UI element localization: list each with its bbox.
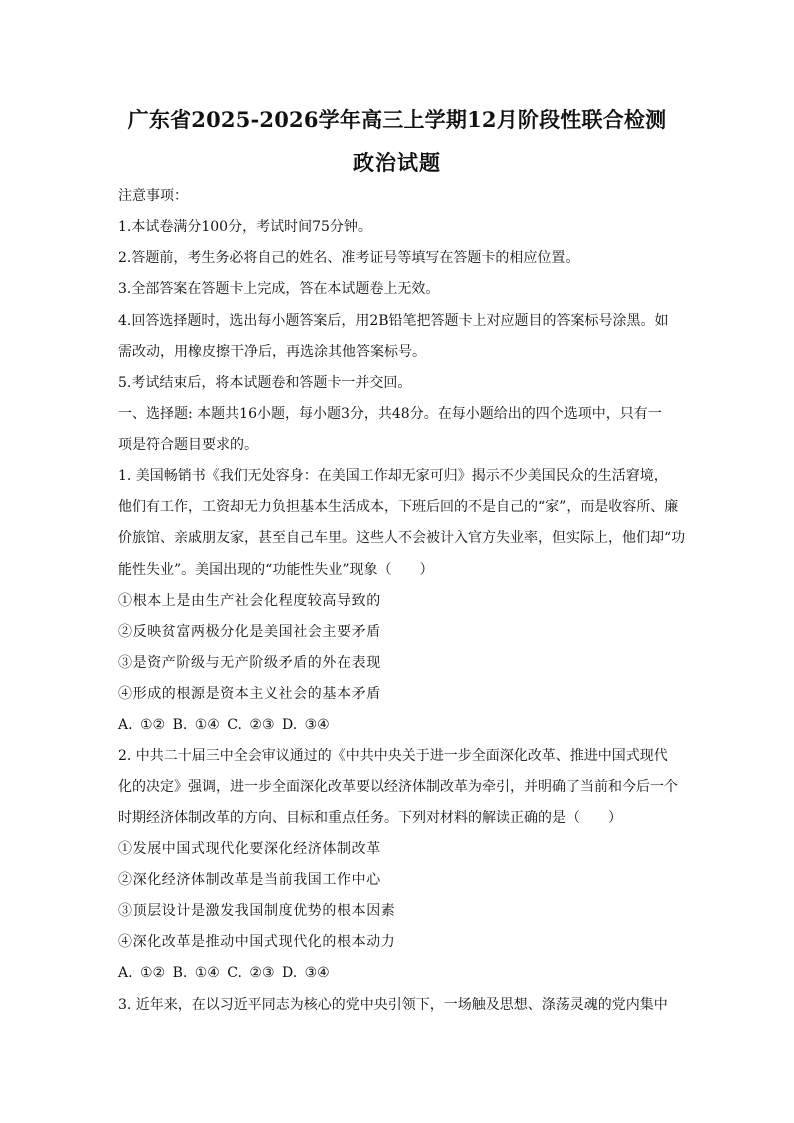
notes-item-4-line-1: 4.回答选择题时，选出每小题答案后，用2B铅笔把答题卡上对应题目的答案标号涂黑。如 <box>118 313 669 329</box>
question-2-option-3: ③顶层设计是激发我国制度优势的根本因素 <box>118 903 396 919</box>
question-1-line-2: 他们有工作，工资却无力负担基本生活成本，下班后回的不是自己的“家”，而是收容所、廉 <box>118 499 679 515</box>
section-heading-line-2: 项是符合题目要求的。 <box>118 437 258 453</box>
question-1-option-4: ④形成的根源是资本主义社会的基本矛盾 <box>118 686 381 702</box>
question-1-answers: A. ①② B. ①④ C. ②③ D. ③④ <box>118 717 330 733</box>
page-subtitle: 政治试题 <box>353 150 441 175</box>
question-1-line-4: 能性失业”。美国出现的“功能性失业”现象（ ） <box>118 562 434 578</box>
notes-item-4-line-2: 需改动，用橡皮擦干净后，再选涂其他答案标号。 <box>118 344 426 360</box>
question-1-option-2: ②反映贫富两极分化是美国社会主要矛盾 <box>118 624 381 640</box>
question-2-answers: A. ①② B. ①④ C. ②③ D. ③④ <box>118 965 330 981</box>
question-2-line-1: 2. 中共二十届三中全会审议通过的《中共中央关于进一步全面深化改革、推进中国式现代 <box>118 748 668 764</box>
question-2-line-2: 化的决定》强调，进一步全面深化改革要以经济体制改革为牵引，并明确了当前和今后一个 <box>118 779 678 795</box>
question-3-line-1: 3. 近年来，在以习近平同志为核心的党中央引领下，一场触及思想、涤荡灵魂的党内集中 <box>118 997 668 1013</box>
section-heading-line-1: 一、选择题: 本题共16小题，每小题3分，共48分。在每小题给出的四个选项中，只有一 <box>118 406 662 422</box>
notes-item-2: 2.答题前，考生务必将自己的姓名、准考证号等填写在答题卡的相应位置。 <box>118 250 580 266</box>
page-title: 广东省2025-2026学年高三上学期12月阶段性联合检测 <box>127 107 667 132</box>
notes-item-3: 3.全部答案在答题卡上完成，答在本试题卷上无效。 <box>118 281 440 297</box>
question-1-option-1: ①根本上是由生产社会化程度较高导致的 <box>118 593 381 609</box>
question-1-line-3: 价旅馆、亲戚朋友家，甚至自己车里。这些人不会被计入官方失业率，但实际上，他们却“功 <box>118 530 686 546</box>
question-2-line-3: 时期经济体制改革的方向、目标和重点任务。下列对材料的解读正确的是（ ） <box>118 810 622 826</box>
notes-heading: 注意事项： <box>118 188 188 204</box>
notes-item-5: 5.考试结束后，将本试题卷和答题卡一并交回。 <box>118 375 412 391</box>
question-1-option-3: ③是资产阶级与无产阶级矛盾的外在表现 <box>118 655 381 671</box>
question-2-option-4: ④深化改革是推动中国式现代化的根本动力 <box>118 934 396 950</box>
question-1-line-1: 1. 美国畅销书《我们无处容身：在美国工作却无家可归》揭示不少美国民众的生活窘境， <box>118 468 668 484</box>
question-2-option-2: ②深化经济体制改革是当前我国工作中心 <box>118 872 381 888</box>
notes-item-1: 1.本试卷满分100分，考试时间75分钟。 <box>118 219 372 235</box>
question-2-option-1: ①发展中国式现代化要深化经济体制改革 <box>118 841 381 857</box>
